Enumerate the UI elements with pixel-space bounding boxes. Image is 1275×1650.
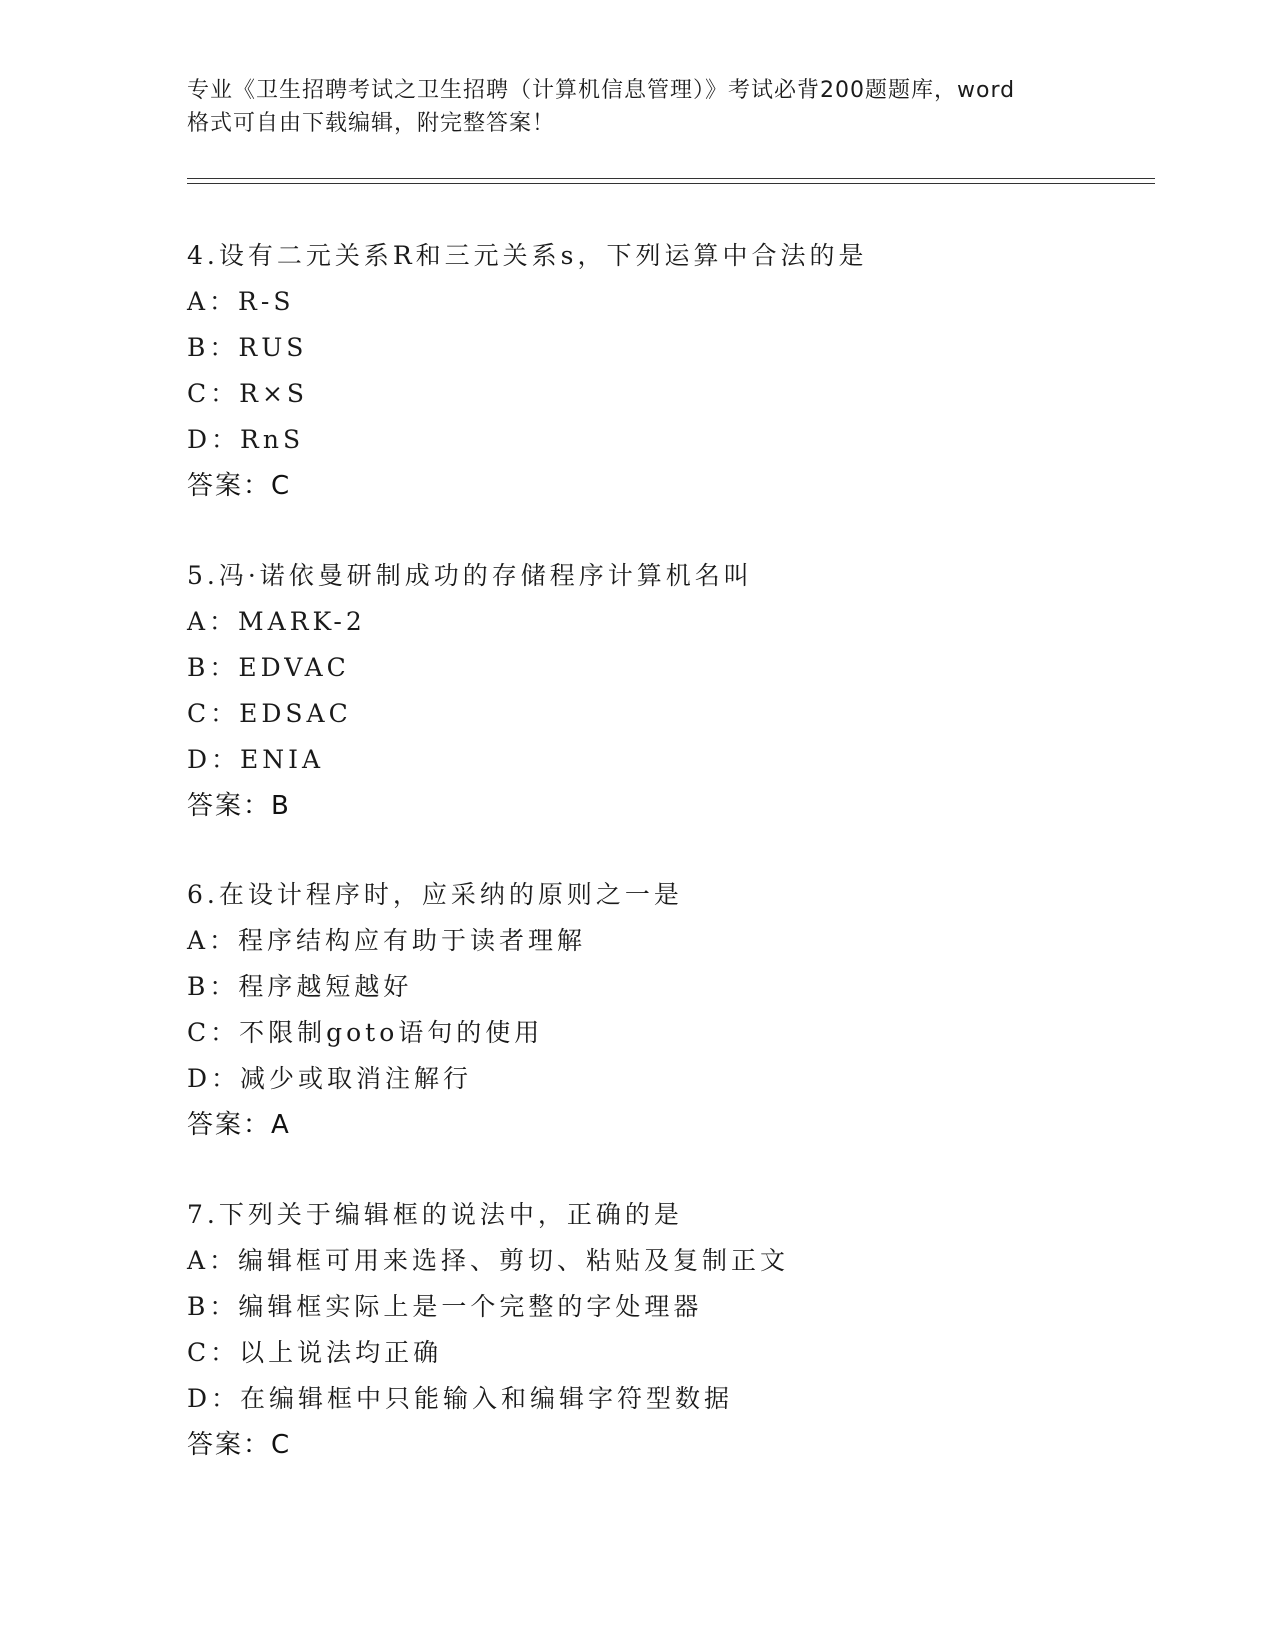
question-block xyxy=(187,1192,1147,1468)
option-c: C：R×S xyxy=(187,379,309,408)
question-stem: 7.下列关于编辑框的说法中，正确的是 xyxy=(187,1200,683,1229)
question-stem: 5.冯·诺依曼研制成功的存储程序计算机名叫 xyxy=(187,561,753,590)
option-b: B：RUS xyxy=(187,333,308,362)
header-line-2: 格式可自由下载编辑，附完整答案！ xyxy=(187,111,556,136)
option-c: C：不限制goto语句的使用 xyxy=(187,1018,544,1047)
option-d: D：ENIA xyxy=(187,745,325,774)
option-b: B：EDVAC xyxy=(187,653,350,682)
header-divider-bottom xyxy=(187,183,1155,184)
answer: 答案：A xyxy=(187,1110,291,1140)
header-line-1: 专业《卫生招聘考试之卫生招聘（计算机信息管理）》考试必背200题题库，word xyxy=(187,78,1016,103)
question-block xyxy=(187,872,1147,1148)
question-stem: 4.设有二元关系R和三元关系s，下列运算中合法的是 xyxy=(187,241,868,270)
answer: 答案：C xyxy=(187,471,292,501)
option-c: C：EDSAC xyxy=(187,699,352,728)
document-header xyxy=(187,74,1087,140)
option-a: A：程序结构应有助于读者理解 xyxy=(187,926,587,955)
header-divider-top xyxy=(187,178,1155,179)
option-d: D：在编辑框中只能输入和编辑字符型数据 xyxy=(187,1384,734,1413)
option-a: A：编辑框可用来选择、剪切、粘贴及复制正文 xyxy=(187,1246,790,1275)
question-stem: 6.在设计程序时，应采纳的原则之一是 xyxy=(187,880,683,909)
option-d: D：减少或取消注解行 xyxy=(187,1064,473,1093)
option-a: A：R-S xyxy=(187,287,295,316)
question-block xyxy=(187,233,1147,509)
answer: 答案：C xyxy=(187,1430,292,1460)
option-c: C：以上说法均正确 xyxy=(187,1338,443,1367)
question-block xyxy=(187,553,1147,829)
option-d: D：RnS xyxy=(187,425,305,454)
answer: 答案：B xyxy=(187,791,291,821)
option-a: A：MARK-2 xyxy=(187,607,366,636)
option-b: B：程序越短越好 xyxy=(187,972,413,1001)
option-b: B：编辑框实际上是一个完整的字处理器 xyxy=(187,1292,703,1321)
